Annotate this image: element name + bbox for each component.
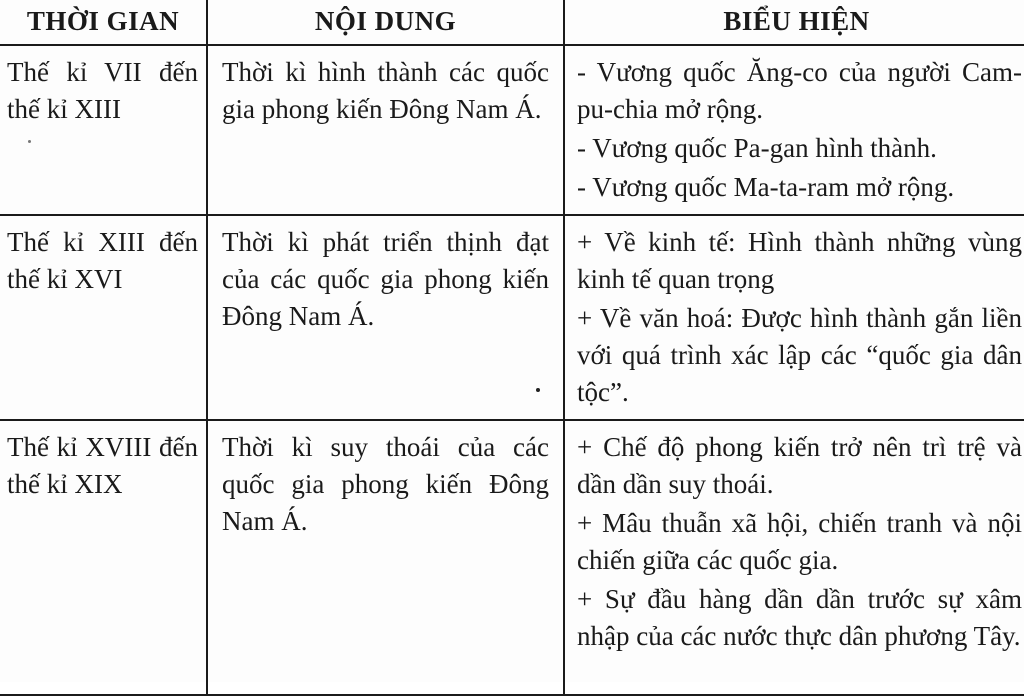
expression-item: + Chế độ phong kiến trở nên trì trệ và dần dần suy thoái. (577, 432, 1022, 499)
content-text: Thời kì hình thành các quốc gia phong kiến Đông Nam Á. (222, 57, 549, 124)
header-expression: BIỂU HIỆN (564, 0, 1024, 45)
expression-list (565, 421, 1024, 663)
cell-expression (564, 45, 1024, 215)
cell-expression (564, 420, 1024, 695)
time-text: Thế kỉ XVIII đến thế kỉ XIX (7, 432, 198, 499)
cell-content (207, 420, 564, 695)
expression-item: - Vương quốc Ăng-co của người Cam-pu-chia mở rộng. (577, 57, 1022, 124)
print-speck (536, 388, 540, 392)
print-speck (28, 140, 31, 143)
cell-time (0, 45, 207, 215)
expression-item: - Vương quốc Pa-gan hình thành. (577, 133, 937, 163)
expression-item: + Mâu thuẫn xã hội, chiến tranh và nội chiến giữa các quốc gia. (577, 508, 1022, 575)
cell-content (207, 45, 564, 215)
expression-item: + Về văn hoá: Được hình thành gắn liền với quá trình xác lập các “quốc gia dân tộc”. (577, 303, 1022, 407)
table-row (0, 215, 1024, 420)
cell-expression (564, 215, 1024, 420)
cell-time (0, 215, 207, 420)
expression-item: - Vương quốc Ma-ta-ram mở rộng. (577, 172, 955, 202)
time-text: Thế kỉ XIII đến thế kỉ XVI (7, 227, 198, 294)
cell-time (0, 420, 207, 695)
table-row (0, 45, 1024, 215)
content-text: Thời kì suy thoái của các quốc gia phong kiến Đông Nam Á. (222, 432, 549, 536)
expression-item: + Sự đầu hàng dần dần trước sự xâm nhập của các nước thực dân phương Tây. (577, 584, 1022, 651)
expression-list (565, 46, 1024, 214)
table-row (0, 420, 1024, 695)
header-row (0, 0, 1024, 45)
header-content: NỘI DUNG (207, 0, 564, 45)
content-text: Thời kì phát triển thịnh đạt của các quốc gia phong kiến Đông Nam Á. (222, 227, 549, 331)
header-time: THỜI GIAN (0, 0, 207, 45)
expression-item: + Về kinh tế: Hình thành những vùng kinh tế quan trọng (577, 227, 1022, 294)
cell-content (207, 215, 564, 420)
time-text: Thế kỉ VII đến thế kỉ XIII (7, 57, 198, 124)
expression-list (565, 216, 1024, 419)
